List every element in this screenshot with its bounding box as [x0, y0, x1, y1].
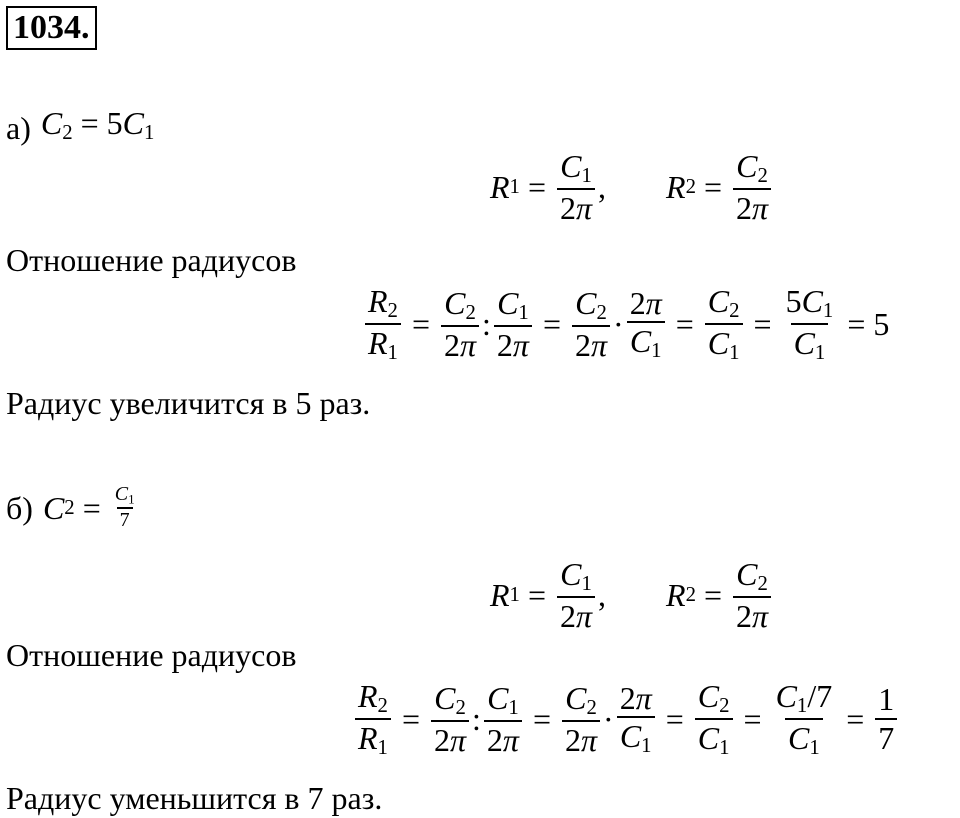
part-b-radii-formula: R 1 = $\frac{C_1}{2\pi}$ , R 2 = $\frac{C_2}{2\pi}$ [490, 556, 774, 635]
part-a-radii-formula: R 1 = $\frac{C_1}{2\pi}$ , R 2 = $\frac{C_2}{2\pi}$ [490, 148, 774, 227]
part-b-result: Радиус уменьшится в 7 раз. [6, 780, 383, 816]
part-a-ratio-label: Отношение радиусов [6, 242, 297, 278]
part-b-marker: б) [6, 489, 33, 526]
part-a-ratio-equation: $\frac{R_2}{R_1}$ = $\frac{C_2}{2\pi}$ : $\frac{C_1}{2\pi}$ = $\frac{C_2}{2\pi}$ · $\frac{2\pi}{C_1}$ = $\frac{C_2}{C_1}$ = $\frac{5C_1}{C_1}$ = 5 [362, 283, 889, 365]
part-a-given-formula: $C_2 = 5C_1$ [40, 105, 155, 145]
part-a-marker: а) [6, 110, 31, 147]
part-b-given-formula: C 2 = $\frac{C_1}{7}$ [42, 483, 135, 532]
task-number: 1034. [6, 6, 97, 50]
part-a-given [6, 103, 154, 153]
part-b-ratio-equation: $\frac{R_2}{R_1}$ = $\frac{C_2}{2\pi}$ : $\frac{C_1}{2\pi}$ = $\frac{C_2}{2\pi}$ · $\frac{2\pi}{C_1}$ = $\frac{C_2}{C_1}$ = $\frac{C_1/7}{C_1}$ = $\frac{1}{7}$ [352, 678, 900, 760]
part-b-given [6, 483, 141, 532]
part-a-result: Радиус увеличится в 5 раз. [6, 385, 371, 421]
part-b-ratio-label: Отношение радиусов [6, 637, 297, 673]
